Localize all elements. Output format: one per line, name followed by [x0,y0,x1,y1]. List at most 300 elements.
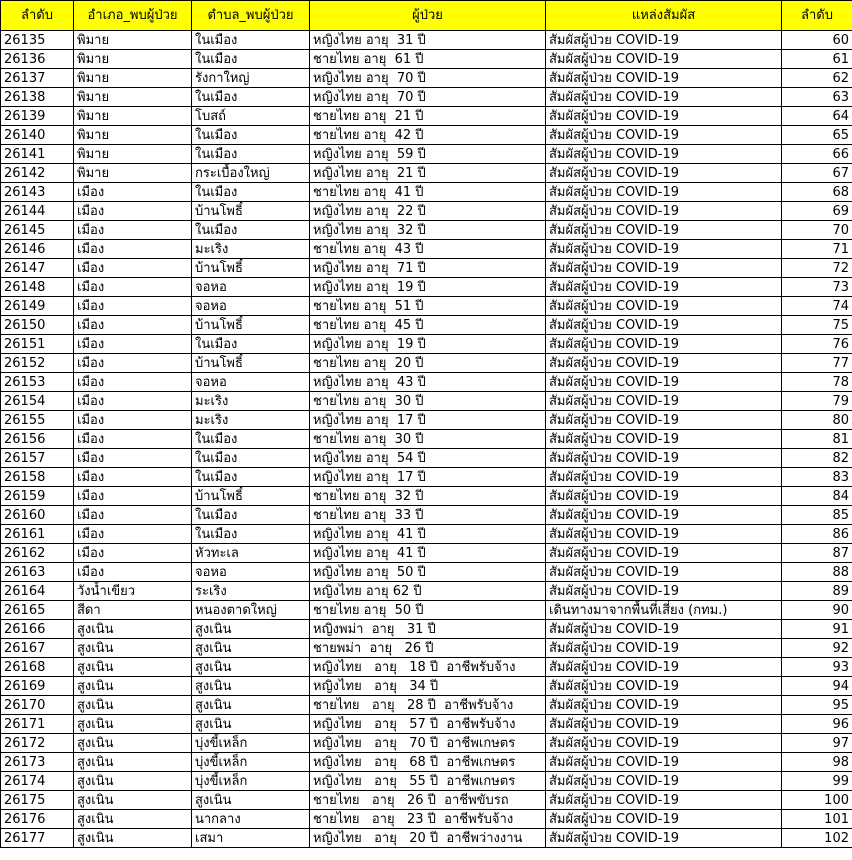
district-cell: สูงเนิน [74,810,192,829]
sequence-cell: 62 [782,69,852,88]
case-id-cell: 26146 [1,240,74,259]
case-id-cell: 26175 [1,791,74,810]
table-row [1,753,852,772]
case-id-cell: 26145 [1,221,74,240]
sequence-cell: 91 [782,620,852,639]
case-id-cell: 26135 [1,31,74,50]
table-row [1,69,852,88]
header-subdistrict: ตำบล_พบผู้ป่วย [192,1,310,31]
patient-cell: หญิงไทย อายุ 70 ปี [310,88,546,107]
sequence-cell: 77 [782,354,852,373]
patient-cell: หญิงไทย อายุ 34 ปี [310,677,546,696]
contact-source-cell: สัมผัสผู้ป่วย COVID-19 [546,69,782,88]
patient-cell: หญิงไทย อายุ 31 ปี [310,31,546,50]
subdistrict-cell: มะเริง [192,392,310,411]
subdistrict-cell: ในเมือง [192,88,310,107]
table-row [1,810,852,829]
contact-source-cell: สัมผัสผู้ป่วย COVID-19 [546,430,782,449]
table-row [1,126,852,145]
patient-cell: ชายไทย อายุ 21 ปี [310,107,546,126]
sequence-cell: 66 [782,145,852,164]
district-cell: สูงเนิน [74,715,192,734]
contact-source-cell: สัมผัสผู้ป่วย COVID-19 [546,354,782,373]
header-sequence: ลำดับ [782,1,852,31]
table-row [1,392,852,411]
case-id-cell: 26150 [1,316,74,335]
sequence-cell: 73 [782,278,852,297]
subdistrict-cell: หัวทะเล [192,544,310,563]
contact-source-cell: สัมผัสผู้ป่วย COVID-19 [546,753,782,772]
subdistrict-cell: หนองตาดใหญ่ [192,601,310,620]
district-cell: สูงเนิน [74,620,192,639]
sequence-cell: 93 [782,658,852,677]
contact-source-cell: สัมผัสผู้ป่วย COVID-19 [546,259,782,278]
header-case-id: ลำดับ [1,1,74,31]
case-id-cell: 26156 [1,430,74,449]
subdistrict-cell: สูงเนิน [192,677,310,696]
table-row [1,772,852,791]
table-row [1,734,852,753]
contact-source-cell: สัมผัสผู้ป่วย COVID-19 [546,107,782,126]
subdistrict-cell: บุ่งขี้เหล็ก [192,734,310,753]
case-id-cell: 26158 [1,468,74,487]
sequence-cell: 74 [782,297,852,316]
case-id-cell: 26177 [1,829,74,848]
subdistrict-cell: สูงเนิน [192,696,310,715]
subdistrict-cell: สูงเนิน [192,715,310,734]
patient-cell: หญิงไทย อายุ 19 ปี [310,278,546,297]
sequence-cell: 68 [782,183,852,202]
case-id-cell: 26170 [1,696,74,715]
contact-source-cell: สัมผัสผู้ป่วย COVID-19 [546,677,782,696]
case-id-cell: 26174 [1,772,74,791]
contact-source-cell: สัมผัสผู้ป่วย COVID-19 [546,696,782,715]
subdistrict-cell: สูงเนิน [192,639,310,658]
sequence-cell: 96 [782,715,852,734]
sequence-cell: 95 [782,696,852,715]
district-cell: เมือง [74,202,192,221]
contact-source-cell: สัมผัสผู้ป่วย COVID-19 [546,449,782,468]
contact-source-cell: สัมผัสผู้ป่วย COVID-19 [546,487,782,506]
patient-cell: หญิงไทย อายุ 50 ปี [310,563,546,582]
case-id-cell: 26169 [1,677,74,696]
case-id-cell: 26140 [1,126,74,145]
district-cell: เมือง [74,221,192,240]
patient-cell: หญิงไทย อายุ 17 ปี [310,411,546,430]
patient-cell: ชายไทย อายุ 50 ปี [310,601,546,620]
case-id-cell: 26163 [1,563,74,582]
table-row [1,107,852,126]
patient-cell: หญิงไทย อายุ 43 ปี [310,373,546,392]
case-id-cell: 26138 [1,88,74,107]
subdistrict-cell: ในเมือง [192,430,310,449]
table-row [1,202,852,221]
subdistrict-cell: จอหอ [192,297,310,316]
patient-cell: หญิงไทย อายุ 41 ปี [310,544,546,563]
table-row [1,677,852,696]
case-id-cell: 26171 [1,715,74,734]
contact-source-cell: สัมผัสผู้ป่วย COVID-19 [546,582,782,601]
contact-source-cell: สัมผัสผู้ป่วย COVID-19 [546,544,782,563]
district-cell: เมือง [74,563,192,582]
case-id-cell: 26160 [1,506,74,525]
sequence-cell: 99 [782,772,852,791]
table-row [1,791,852,810]
sequence-cell: 89 [782,582,852,601]
subdistrict-cell: ในเมือง [192,449,310,468]
sequence-cell: 69 [782,202,852,221]
district-cell: พิมาย [74,164,192,183]
district-cell: เมือง [74,335,192,354]
sequence-cell: 61 [782,50,852,69]
patient-cell: ชายไทย อายุ 45 ปี [310,316,546,335]
sequence-cell: 79 [782,392,852,411]
subdistrict-cell: เสมา [192,829,310,848]
sequence-cell: 81 [782,430,852,449]
district-cell: เมือง [74,297,192,316]
patient-cell: ชายไทย อายุ 28 ปี อาชีพรับจ้าง [310,696,546,715]
patient-cell: หญิงไทย อายุ 62 ปี [310,582,546,601]
patient-cell: หญิงไทย อายุ 32 ปี [310,221,546,240]
contact-source-cell: สัมผัสผู้ป่วย COVID-19 [546,620,782,639]
patient-cell: ชายไทย อายุ 33 ปี [310,506,546,525]
subdistrict-cell: จอหอ [192,373,310,392]
contact-source-cell: สัมผัสผู้ป่วย COVID-19 [546,126,782,145]
patient-cell: หญิงไทย อายุ 54 ปี [310,449,546,468]
case-id-cell: 26141 [1,145,74,164]
district-cell: เมือง [74,354,192,373]
case-id-cell: 26139 [1,107,74,126]
table-row [1,639,852,658]
case-id-cell: 26136 [1,50,74,69]
subdistrict-cell: บุ่งขี้เหล็ก [192,753,310,772]
district-cell: เมือง [74,468,192,487]
patient-cell: หญิงไทย อายุ 70 ปี [310,69,546,88]
contact-source-cell: สัมผัสผู้ป่วย COVID-19 [546,392,782,411]
table-row [1,696,852,715]
case-id-cell: 26167 [1,639,74,658]
sequence-cell: 67 [782,164,852,183]
case-id-cell: 26147 [1,259,74,278]
subdistrict-cell: สูงเนิน [192,791,310,810]
subdistrict-cell: สูงเนิน [192,620,310,639]
patient-cell: ชายไทย อายุ 51 ปี [310,297,546,316]
patient-cell: ชายไทย อายุ 42 ปี [310,126,546,145]
district-cell: สูงเนิน [74,753,192,772]
sequence-cell: 101 [782,810,852,829]
table-row [1,297,852,316]
district-cell: เมือง [74,240,192,259]
table-row [1,829,852,848]
subdistrict-cell: นากลาง [192,810,310,829]
contact-source-cell: สัมผัสผู้ป่วย COVID-19 [546,145,782,164]
patient-cell: ชายไทย อายุ 30 ปี [310,430,546,449]
district-cell: เมือง [74,506,192,525]
contact-source-cell: สัมผัสผู้ป่วย COVID-19 [546,202,782,221]
case-id-cell: 26149 [1,297,74,316]
patient-cell: ชายไทย อายุ 32 ปี [310,487,546,506]
case-id-cell: 26168 [1,658,74,677]
district-cell: เมือง [74,316,192,335]
subdistrict-cell: รังกาใหญ่ [192,69,310,88]
header-patient: ผู้ป่วย [310,1,546,31]
contact-source-cell: สัมผัสผู้ป่วย COVID-19 [546,373,782,392]
table-row [1,88,852,107]
sequence-cell: 83 [782,468,852,487]
contact-source-cell: สัมผัสผู้ป่วย COVID-19 [546,240,782,259]
patient-cell: ชายไทย อายุ 26 ปี อาชีพขับรถ [310,791,546,810]
subdistrict-cell: ในเมือง [192,126,310,145]
subdistrict-cell: บ้านโพธิ์ [192,259,310,278]
case-id-cell: 26152 [1,354,74,373]
patient-cell: ชายไทย อายุ 43 ปี [310,240,546,259]
contact-source-cell: สัมผัสผู้ป่วย COVID-19 [546,297,782,316]
patient-cell: หญิงไทย อายุ 22 ปี [310,202,546,221]
table-row [1,183,852,202]
case-id-cell: 26176 [1,810,74,829]
district-cell: สูงเนิน [74,639,192,658]
subdistrict-cell: ในเมือง [192,31,310,50]
sequence-cell: 97 [782,734,852,753]
district-cell: สูงเนิน [74,829,192,848]
case-id-cell: 26153 [1,373,74,392]
district-cell: สูงเนิน [74,658,192,677]
sequence-cell: 86 [782,525,852,544]
table-row [1,715,852,734]
patient-cell: ชายพม่า อายุ 26 ปี [310,639,546,658]
contact-source-cell: สัมผัสผู้ป่วย COVID-19 [546,734,782,753]
contact-source-cell: สัมผัสผู้ป่วย COVID-19 [546,715,782,734]
contact-source-cell: สัมผัสผู้ป่วย COVID-19 [546,639,782,658]
subdistrict-cell: ระเริง [192,582,310,601]
table-body [1,31,852,848]
patient-cell: ชายไทย อายุ 23 ปี อาชีพรับจ้าง [310,810,546,829]
contact-source-cell: สัมผัสผู้ป่วย COVID-19 [546,278,782,297]
case-id-cell: 26154 [1,392,74,411]
case-id-cell: 26148 [1,278,74,297]
table-row [1,240,852,259]
contact-source-cell: สัมผัสผู้ป่วย COVID-19 [546,772,782,791]
contact-source-cell: เดินทางมาจากพื้นที่เสี่ยง (กทม.) [546,601,782,620]
table-row [1,373,852,392]
subdistrict-cell: กระเบื้องใหญ่ [192,164,310,183]
district-cell: พิมาย [74,88,192,107]
subdistrict-cell: ในเมือง [192,145,310,164]
contact-source-cell: สัมผัสผู้ป่วย COVID-19 [546,658,782,677]
contact-source-cell: สัมผัสผู้ป่วย COVID-19 [546,88,782,107]
case-id-cell: 26165 [1,601,74,620]
district-cell: พิมาย [74,69,192,88]
district-cell: สูงเนิน [74,677,192,696]
contact-source-cell: สัมผัสผู้ป่วย COVID-19 [546,221,782,240]
district-cell: สูงเนิน [74,696,192,715]
sequence-cell: 70 [782,221,852,240]
district-cell: วังน้ำเขียว [74,582,192,601]
case-id-cell: 26161 [1,525,74,544]
subdistrict-cell: บุ่งขี้เหล็ก [192,772,310,791]
district-cell: พิมาย [74,107,192,126]
case-id-cell: 26173 [1,753,74,772]
district-cell: เมือง [74,430,192,449]
table-row [1,582,852,601]
subdistrict-cell: สูงเนิน [192,658,310,677]
district-cell: สีดา [74,601,192,620]
table-row [1,487,852,506]
contact-source-cell: สัมผัสผู้ป่วย COVID-19 [546,563,782,582]
district-cell: พิมาย [74,50,192,69]
case-id-cell: 26164 [1,582,74,601]
case-id-cell: 26172 [1,734,74,753]
sequence-cell: 92 [782,639,852,658]
table-row [1,354,852,373]
district-cell: เมือง [74,449,192,468]
contact-source-cell: สัมผัสผู้ป่วย COVID-19 [546,31,782,50]
table-row [1,278,852,297]
subdistrict-cell: บ้านโพธิ์ [192,354,310,373]
case-id-cell: 26137 [1,69,74,88]
contact-source-cell: สัมผัสผู้ป่วย COVID-19 [546,810,782,829]
district-cell: เมือง [74,525,192,544]
district-cell: สูงเนิน [74,772,192,791]
subdistrict-cell: ในเมือง [192,506,310,525]
subdistrict-cell: ในเมือง [192,335,310,354]
table-row [1,430,852,449]
district-cell: เมือง [74,487,192,506]
sequence-cell: 82 [782,449,852,468]
sequence-cell: 76 [782,335,852,354]
case-id-cell: 26144 [1,202,74,221]
table-row [1,31,852,50]
sequence-cell: 87 [782,544,852,563]
sequence-cell: 63 [782,88,852,107]
contact-source-cell: สัมผัสผู้ป่วย COVID-19 [546,183,782,202]
subdistrict-cell: ในเมือง [192,525,310,544]
sequence-cell: 98 [782,753,852,772]
patient-cell: หญิงพม่า อายุ 31 ปี [310,620,546,639]
sequence-cell: 75 [782,316,852,335]
subdistrict-cell: ในเมือง [192,183,310,202]
subdistrict-cell: โบสถ์ [192,107,310,126]
table-row [1,259,852,278]
table-row [1,601,852,620]
contact-source-cell: สัมผัสผู้ป่วย COVID-19 [546,525,782,544]
district-cell: เมือง [74,411,192,430]
contact-source-cell: สัมผัสผู้ป่วย COVID-19 [546,506,782,525]
case-id-cell: 26155 [1,411,74,430]
table-row [1,525,852,544]
subdistrict-cell: บ้านโพธิ์ [192,316,310,335]
district-cell: เมือง [74,392,192,411]
patient-cell: หญิงไทย อายุ 68 ปี อาชีพเกษตร [310,753,546,772]
case-id-cell: 26166 [1,620,74,639]
sequence-cell: 72 [782,259,852,278]
table-row [1,411,852,430]
header-district: อำเภอ_พบผู้ป่วย [74,1,192,31]
patient-cell: หญิงไทย อายุ 17 ปี [310,468,546,487]
subdistrict-cell: จอหอ [192,563,310,582]
table-row [1,563,852,582]
header-contact-source: แหล่งสัมผัส [546,1,782,31]
district-cell: พิมาย [74,31,192,50]
sequence-cell: 88 [782,563,852,582]
case-id-cell: 26162 [1,544,74,563]
patient-cell: หญิงไทย อายุ 21 ปี [310,164,546,183]
sequence-cell: 94 [782,677,852,696]
subdistrict-cell: บ้านโพธิ์ [192,202,310,221]
case-id-cell: 26143 [1,183,74,202]
patient-cell: หญิงไทย อายุ 55 ปี อาชีพเกษตร [310,772,546,791]
district-cell: เมือง [74,544,192,563]
sequence-cell: 65 [782,126,852,145]
sequence-cell: 84 [782,487,852,506]
patient-cell: ชายไทย อายุ 61 ปี [310,50,546,69]
district-cell: เมือง [74,259,192,278]
case-id-cell: 26159 [1,487,74,506]
patient-cell: หญิงไทย อายุ 41 ปี [310,525,546,544]
district-cell: เมือง [74,373,192,392]
table-row [1,145,852,164]
subdistrict-cell: ในเมือง [192,221,310,240]
table-row [1,449,852,468]
table-row [1,50,852,69]
patient-cell: ชายไทย อายุ 30 ปี [310,392,546,411]
subdistrict-cell: ในเมือง [192,468,310,487]
district-cell: สูงเนิน [74,791,192,810]
contact-source-cell: สัมผัสผู้ป่วย COVID-19 [546,791,782,810]
patient-cell: หญิงไทย อายุ 70 ปี อาชีพเกษตร [310,734,546,753]
subdistrict-cell: ในเมือง [192,50,310,69]
district-cell: พิมาย [74,145,192,164]
sequence-cell: 60 [782,31,852,50]
case-id-cell: 26157 [1,449,74,468]
table-row [1,316,852,335]
case-id-cell: 26142 [1,164,74,183]
table-row [1,468,852,487]
subdistrict-cell: จอหอ [192,278,310,297]
patient-cell: หญิงไทย อายุ 59 ปี [310,145,546,164]
table-row [1,658,852,677]
contact-source-cell: สัมผัสผู้ป่วย COVID-19 [546,335,782,354]
sequence-cell: 71 [782,240,852,259]
table-row [1,221,852,240]
district-cell: สูงเนิน [74,734,192,753]
contact-source-cell: สัมผัสผู้ป่วย COVID-19 [546,411,782,430]
sequence-cell: 78 [782,373,852,392]
contact-source-cell: สัมผัสผู้ป่วย COVID-19 [546,829,782,848]
patient-cell: หญิงไทย อายุ 57 ปี อาชีพรับจ้าง [310,715,546,734]
table-row [1,506,852,525]
table-row [1,335,852,354]
patient-cell: ชายไทย อายุ 41 ปี [310,183,546,202]
sequence-cell: 90 [782,601,852,620]
patient-cell: ชายไทย อายุ 20 ปี [310,354,546,373]
table-row [1,544,852,563]
contact-source-cell: สัมผัสผู้ป่วย COVID-19 [546,50,782,69]
district-cell: เมือง [74,183,192,202]
district-cell: พิมาย [74,126,192,145]
patient-cell: หญิงไทย อายุ 18 ปี อาชีพรับจ้าง [310,658,546,677]
district-cell: เมือง [74,278,192,297]
case-id-cell: 26151 [1,335,74,354]
sequence-cell: 64 [782,107,852,126]
sequence-cell: 80 [782,411,852,430]
sequence-cell: 85 [782,506,852,525]
sequence-cell: 100 [782,791,852,810]
contact-source-cell: สัมผัสผู้ป่วย COVID-19 [546,164,782,183]
subdistrict-cell: มะเริง [192,240,310,259]
patient-cell: หญิงไทย อายุ 71 ปี [310,259,546,278]
table-row [1,620,852,639]
